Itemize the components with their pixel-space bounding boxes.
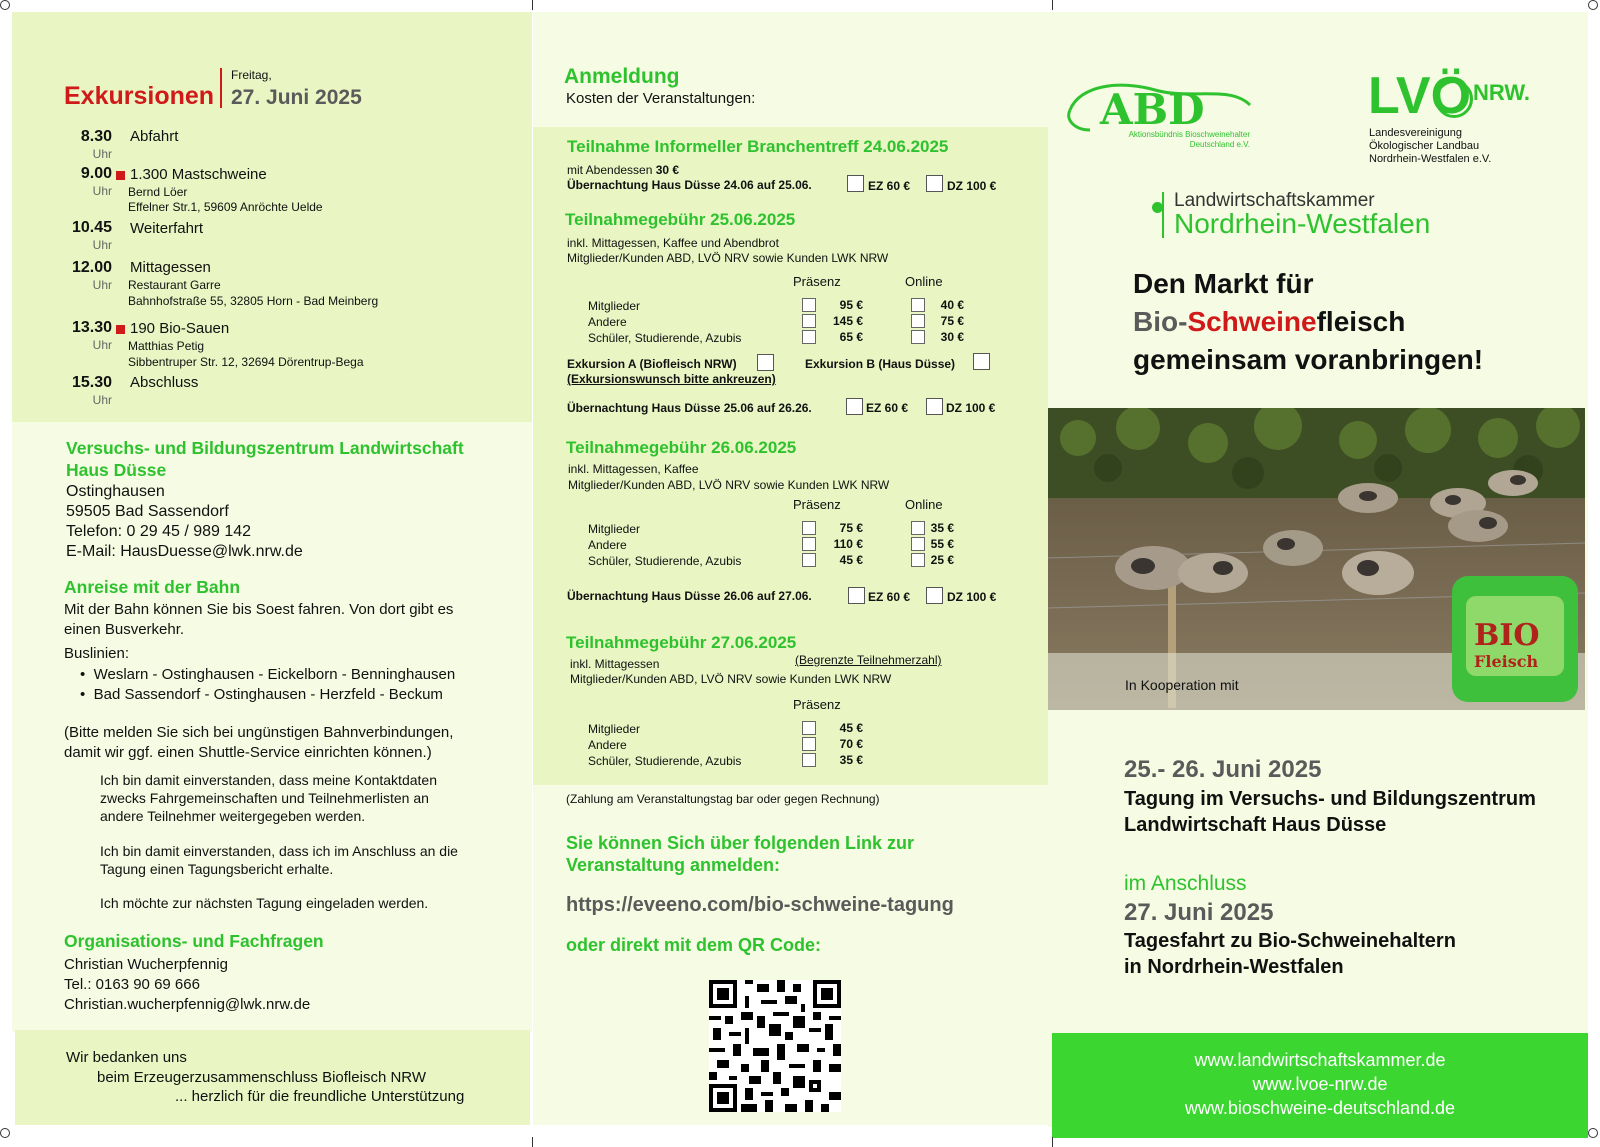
category-list [588, 298, 741, 346]
schedule-title: Abschluss [130, 374, 199, 391]
org-email[interactable]: Christian.wucherpfennig@lwk.nrw.de [64, 996, 311, 1013]
dz-checkbox[interactable] [926, 398, 943, 415]
category-label: Schüler, Studierende, Azubis [588, 754, 742, 768]
trip-title-line: in Nordrhein-Westfalen [1124, 956, 1344, 978]
section-info: Mitglieder/Kunden ABD, LVÖ NRV sowie Kunden LWK NRW [567, 251, 889, 265]
schedule-title: Mittagessen [130, 259, 211, 276]
fold-mark [1052, 0, 1053, 10]
fee-checkbox[interactable] [802, 314, 816, 328]
cooperation-label: In Kooperation mit [1125, 677, 1239, 693]
registration-mark [1588, 1128, 1598, 1138]
headline-line-3: gemeinsam voranbringen! [1133, 344, 1484, 375]
schedule-time: 13.30 [71, 319, 112, 336]
fee-price: 25 € [930, 553, 954, 567]
url-link[interactable]: www.lvoe-nrw.de [1252, 1074, 1388, 1094]
category-label: Andere [588, 738, 627, 752]
fee-price: 35 € [930, 521, 954, 535]
schedule-detail: Bernd Löer [128, 185, 188, 199]
costs-subtitle: Kosten der Veranstaltungen: [566, 90, 756, 107]
fee-checkbox[interactable] [911, 298, 925, 312]
qr-code[interactable] [709, 980, 841, 1112]
dz-checkbox[interactable] [926, 175, 943, 192]
section-info: Mitglieder/Kunden ABD, LVÖ NRV sowie Kunden LWK NRW [568, 478, 890, 492]
schedule-unit: Uhr [92, 393, 112, 407]
schedule-time: 9.00 [80, 165, 112, 182]
category-label: Schüler, Studierende, Azubis [588, 554, 742, 568]
bus-line-text: Bad Sassendorf - Ostinghausen - Herzfeld - Beckum [93, 686, 443, 703]
fee-price: 145 € [832, 314, 863, 328]
schedule-detail: Sibbentruper Str. 12, 32694 Dörentrup-Bega [128, 355, 364, 369]
highlight-marker [116, 325, 125, 334]
venue-address [66, 482, 303, 562]
after-label: im Anschluss [1124, 872, 1247, 895]
fold-mark [532, 0, 533, 10]
schedule-unit: Uhr [92, 184, 112, 198]
venue-line: Ostinghausen [66, 483, 165, 500]
consent-line: zwecks Fahrgemeinschaften und Teilnehmerlisten an [100, 790, 429, 806]
fee-price: 75 € [940, 314, 964, 328]
schedule-time: 10.45 [71, 219, 112, 236]
section-title: Teilnahmegebühr 27.06.2025 [566, 633, 797, 652]
fee-checkbox[interactable] [802, 737, 816, 751]
consent-line: Ich bin damit einverstanden, dass ich im Anschluss an die [100, 843, 458, 859]
headline-line-2 [1133, 306, 1405, 338]
excursion-date: 27. Juni 2025 [231, 86, 362, 109]
fee-price: 45 € [839, 721, 863, 735]
consent-contacts[interactable] [100, 771, 437, 825]
thanks-line: beim Erzeugerzusammenschluss Biofleisch NRW [97, 1069, 427, 1086]
shuttle-line: damit wir ggf. einen Shuttle-Service einrichten können.) [64, 744, 432, 761]
excursions-title: Exkursionen [64, 82, 215, 110]
fee-price: 45 € [839, 553, 863, 567]
online-header: Online [905, 274, 943, 289]
schedule-title: Abfahrt [130, 128, 179, 145]
schedule-detail: Effelner Str.1, 59609 Anröchte Uelde [128, 200, 323, 214]
venue-email[interactable]: E-Mail: HausDuesse@lwk.nrw.de [66, 543, 303, 560]
dz-label: DZ 100 € [947, 590, 997, 604]
dz-checkbox[interactable] [926, 587, 943, 604]
fee-checkbox[interactable] [802, 298, 816, 312]
dinner-price: 30 € [655, 163, 680, 177]
schedule-time: 8.30 [80, 128, 112, 145]
schedule-unit: Uhr [92, 338, 112, 352]
conference-dates: 25.- 26. Juni 2025 [1124, 756, 1322, 783]
consent-line: andere Teilnehmer weitergegeben werden. [100, 808, 366, 824]
shuttle-note [64, 723, 453, 763]
fee-checkbox[interactable] [802, 553, 816, 567]
link-intro [566, 832, 914, 876]
bio-fleisch-logo [1452, 576, 1578, 702]
category-label: Mitglieder [588, 522, 641, 536]
conference-title-line: Tagung im Versuchs- und Bildungszentrum [1124, 788, 1536, 810]
link-intro-line: Sie können Sich über folgenden Link zur [566, 833, 915, 853]
consent-line: Ich bin damit einverstanden, dass meine Kontaktdaten [100, 772, 437, 788]
ez-checkbox[interactable] [847, 175, 864, 192]
url-link[interactable]: www.landwirtschaftskammer.de [1194, 1050, 1446, 1070]
section-info: inkl. Mittagessen, Kaffee [568, 462, 699, 476]
hotel-label: Übernachtung Haus Düsse 25.06 auf 26.26. [567, 401, 812, 415]
lwk-bar [1162, 192, 1164, 238]
excursion-b-checkbox[interactable] [973, 353, 990, 370]
trip-date: 27. Juni 2025 [1124, 899, 1274, 926]
praesenz-header: Präsenz [793, 697, 841, 712]
registration-mark [0, 0, 10, 10]
bio-logo-text: BIO [1474, 618, 1540, 653]
lwk-line-1: Landwirtschaftskammer [1174, 190, 1375, 211]
headline-fleisch: fleisch [1316, 306, 1406, 337]
abd-subtitle-line: Aktionsbündnis Bioschweinehalter [1128, 130, 1250, 139]
abd-logo-text: ABD [1100, 85, 1205, 134]
fee-price: 55 € [930, 537, 954, 551]
schedule-detail: Restaurant Garre [128, 278, 221, 292]
consent-line: Tagung einen Tagungsbericht erhalte. [100, 861, 334, 877]
thanks-line: ... herzlich für die freundliche Unterstützung [175, 1088, 465, 1105]
headline-bio: Bio- [1133, 306, 1188, 337]
headline-line-1: Den Markt für [1133, 268, 1314, 299]
fee-price: 65 € [839, 330, 863, 344]
registration-link[interactable]: https://eveeno.com/bio-schweine-tagung [566, 894, 954, 916]
limited-note: (Begrenzte Teilnehmerzahl) [795, 653, 942, 667]
fold-mark [1052, 1137, 1053, 1147]
category-list [588, 521, 741, 569]
category-label: Schüler, Studierende, Azubis [588, 331, 742, 345]
registration-mark [0, 1128, 10, 1138]
ez-checkbox[interactable] [846, 398, 863, 415]
conference-title [1124, 786, 1536, 838]
registration-title: Anmeldung [564, 65, 680, 88]
excursion-note: (Exkursionswunsch bitte ankreuzen) [567, 372, 776, 386]
ez-label: EZ 60 € [868, 179, 911, 193]
fleisch-logo-text: Fleisch [1474, 652, 1539, 671]
bus-line: • Weslarn - Ostinghausen - Eickelborn - Benninghausen [80, 666, 456, 683]
venue-line: 59505 Bad Sassendorf [66, 503, 229, 520]
shuttle-line: (Bitte melden Sie sich bei ungünstigen Bahnverbindungen, [64, 724, 454, 741]
excursion-a-checkbox[interactable] [757, 354, 774, 371]
ez-checkbox[interactable] [848, 587, 865, 604]
lwk-line-2: Nordrhein-Westfalen [1174, 208, 1431, 239]
lvo-subtitle-line: Ökologischer Landbau [1369, 140, 1480, 152]
lvo-logo: LVÖ [1368, 67, 1472, 125]
category-label: Mitglieder [588, 722, 641, 736]
schedule-time: 15.30 [71, 374, 112, 391]
lvo-subtitle-line: Landesvereinigung [1369, 127, 1462, 139]
fee-checkbox[interactable] [911, 330, 925, 344]
section-title: Teilnahme Informeller Branchentreff 24.06.2025 [567, 137, 949, 156]
section-info: inkl. Mittagessen, Kaffee und Abendbrot [567, 236, 779, 250]
category-label: Andere [588, 315, 627, 329]
title-divider [220, 68, 222, 108]
consent-report[interactable] [100, 842, 458, 878]
highlight-marker [116, 171, 125, 180]
trip-title-line: Tagesfahrt zu Bio-Schweinehaltern [1124, 930, 1456, 952]
bus-lines [80, 665, 455, 705]
trip-title [1124, 928, 1456, 980]
schedule-unit: Uhr [92, 238, 112, 252]
section-info: Mitglieder/Kunden ABD, LVÖ NRV sowie Kunden LWK NRW [570, 672, 892, 686]
schedule-time: 12.00 [71, 259, 112, 276]
hotel-label: Übernachtung Haus Düsse 24.06 auf 25.06. [567, 178, 812, 192]
registration-mark [1588, 0, 1598, 10]
section-title: Teilnahmegebühr 25.06.2025 [565, 210, 796, 229]
venue-phone: Telefon: 0 29 45 / 989 142 [66, 523, 252, 540]
org-title: Organisations- und Fachfragen [64, 931, 324, 951]
fee-price: 75 € [839, 521, 863, 535]
excursion-b-label: Exkursion B (Haus Düsse) [805, 357, 956, 371]
abd-subtitle-line: Deutschland e.V. [1189, 140, 1250, 149]
excursion-a-label: Exkursion A (Biofleisch NRW) [567, 357, 737, 371]
section-title: Teilnahmegebühr 26.06.2025 [566, 438, 797, 457]
category-list [588, 721, 741, 769]
bus-line: • Bad Sassendorf - Ostinghausen - Herzfeld - Beckum [80, 686, 443, 703]
link-intro-line: Veranstaltung anmelden: [566, 855, 781, 875]
date-day: Freitag, [231, 68, 272, 82]
online-header: Online [905, 497, 943, 512]
fee-checkbox[interactable] [802, 537, 816, 551]
ez-label: EZ 60 € [866, 401, 909, 415]
dz-label: DZ 100 € [946, 401, 996, 415]
headline-schweine: Schweine [1187, 306, 1317, 337]
fold-mark [532, 1137, 533, 1147]
org-phone: Tel.: 0163 90 69 666 [64, 976, 200, 993]
conference-title-line: Landwirtschaft Haus Düsse [1124, 814, 1387, 836]
category-label: Andere [588, 538, 627, 552]
bus-line-text: Weslarn - Ostinghausen - Eickelborn - Benninghausen [93, 666, 456, 683]
fee-checkbox[interactable] [911, 314, 925, 328]
ez-label: EZ 60 € [868, 590, 911, 604]
dinner-line [567, 163, 679, 177]
hotel-label: Übernachtung Haus Düsse 26.06 auf 27.06. [567, 589, 812, 603]
bus-title: Buslinien: [64, 645, 130, 662]
schedule-detail: Bahnhofstraße 55, 32805 Horn - Bad Meinberg [128, 294, 379, 308]
lvo-subtitle-line: Nordrhein-Westfalen e.V. [1369, 153, 1492, 165]
fee-checkbox[interactable] [802, 330, 816, 344]
fee-checkbox[interactable] [802, 753, 816, 767]
train-text-line: Mit der Bahn können Sie bis Soest fahren. Von dort gibt es [64, 601, 454, 618]
fee-price: 70 € [839, 737, 863, 751]
schedule-title: 190 Bio-Sauen [130, 320, 230, 337]
schedule-detail: Matthias Petig [128, 339, 205, 353]
schedule-title: Weiterfahrt [130, 220, 204, 237]
dinner-label: mit Abendessen [567, 163, 656, 177]
org-contact [64, 955, 310, 1015]
fee-price: 110 € [833, 537, 863, 551]
qr-intro: oder direkt mit dem QR Code: [566, 935, 822, 955]
fee-price: 40 € [940, 298, 964, 312]
lvo-subtitle [1369, 127, 1491, 166]
lvo-nrw [1473, 80, 1530, 106]
train-title: Anreise mit der Bahn [64, 577, 241, 597]
praesenz-header: Präsenz [793, 274, 841, 289]
fee-price: 30 € [940, 330, 964, 344]
leaf-icon [1435, 80, 1473, 118]
abd-subtitle [1110, 130, 1250, 150]
payment-note: (Zahlung am Veranstaltungstag bar oder gegen Rechnung) [566, 792, 880, 806]
consent-invite[interactable]: Ich möchte zur nächsten Tagung eingeladen werden. [100, 895, 429, 911]
org-name: Christian Wucherpfennig [64, 956, 228, 973]
train-text [64, 600, 453, 640]
fee-price: 35 € [839, 753, 863, 767]
venue-title-2: Haus Düsse [66, 460, 167, 480]
url-link[interactable]: www.bioschweine-deutschland.de [1184, 1098, 1456, 1118]
train-text-line: einen Busverkehr. [64, 621, 185, 638]
section-info: inkl. Mittagessen [570, 657, 660, 671]
venue-title: Versuchs- und Bildungszentrum Landwirtschaft [66, 438, 464, 458]
category-label: Mitglieder [588, 299, 641, 313]
schedule-unit: Uhr [92, 278, 112, 292]
thanks-line: Wir bedanken uns [66, 1049, 187, 1066]
dz-label: DZ 100 € [947, 179, 997, 193]
url-list [1052, 1048, 1588, 1120]
schedule-title: 1.300 Mastschweine [130, 166, 267, 183]
fee-checkbox[interactable] [802, 721, 816, 735]
fee-price: 95 € [839, 298, 863, 312]
schedule-unit: Uhr [92, 147, 112, 161]
lvo-nrw-text: NRW. [1473, 80, 1531, 105]
fee-checkbox[interactable] [802, 521, 816, 535]
praesenz-header: Präsenz [793, 497, 841, 512]
